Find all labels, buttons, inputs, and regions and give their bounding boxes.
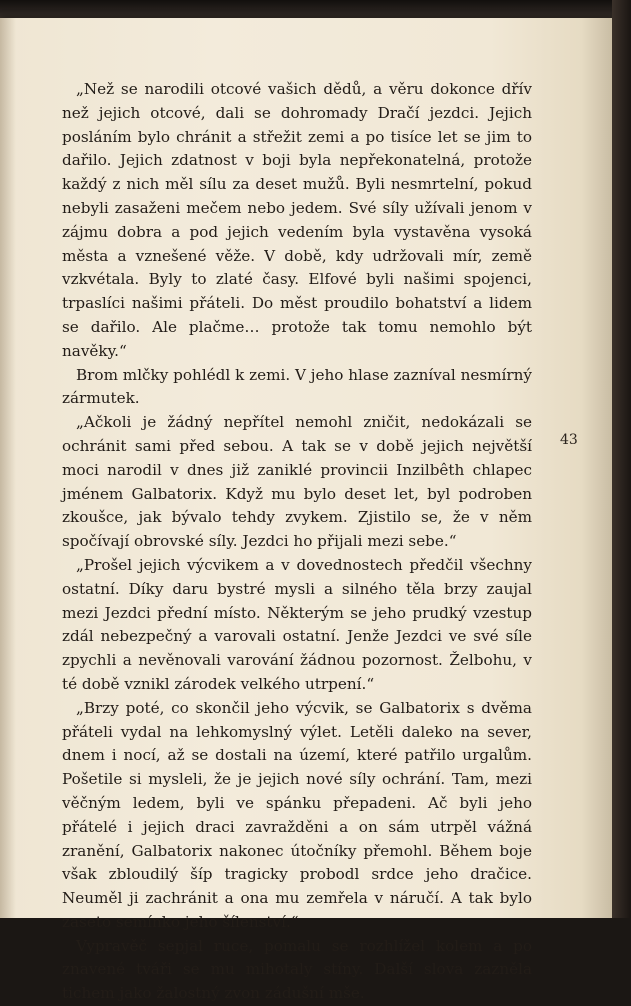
page-number: 43: [560, 432, 578, 448]
right-page-edge: [612, 0, 631, 935]
paragraph: Vypravěč sepjal ruce, pomalu se rozhlížel kolem a po znavené tváři se mu mihotaly stíny. Další slova zazněla tichem jako žalostný zvon zádušní mše.: [62, 936, 532, 1003]
paragraph: „Prošel jejich výcvikem a v dovednostech předčil všechny ostatní. Díky daru bystré mysli a silného těla brzy zaujal mezi Jezdci přední místo. Některým se jeho prudký vzestup zdál nebezpečný a varovali ostatní. Jenže Jezdci ve své síle zpychli a nevěnovali varování žádnou pozornost. Želbohu, v té době vznikl zárodek velkého utrpení.“: [62, 555, 532, 693]
spine-shadow: [0, 18, 16, 918]
paragraph: „Brzy poté, co skončil jeho výcvik, se Galbatorix s dvěma přáteli vydal na lehkomyslný výlet. Letěli daleko na sever, dnem i nocí, až se dostali na území, které patřilo urgalům. Pošetile si mysleli, že je jejich nové síly ochrání. Tam, mezi věčným ledem, byli ve spánku přepadeni. Ač byli jeho přátelé i jejich draci zavražděni a on sám utrpěl vážná zranění, Galbatorix nakonec útočníky přemohl. Během boje však zbloudilý šíp tragicky probodl srdce jeho dračice. Neuměl ji zachránit a ona mu zemřela v náručí. A tak bylo zaseto semínko jeho šílenství.“: [62, 698, 532, 931]
paragraph: Brom mlčky pohlédl k zemi. V jeho hlase zazníval nesmírný zármutek.: [62, 365, 533, 408]
paragraph: „Ačkoli je žádný nepřítel nemohl zničit, nedokázali se ochránit sami před sebou. A tak se v době jejich největší moci narodil v dnes již zaniklé provincii Inzilbêth chlapec jménem Galbatorix. Když mu bylo deset let, byl podroben zkoušce, jak bývalo tehdy zvykem. Zjistilo se, že v něm spočívají obrovské síly. Jezdci ho přijali mezi sebe.“: [62, 413, 532, 551]
paragraph: „Než se narodili otcové vašich dědů, a věru dokonce dřív než jejich otcové, dali se dohromady Dračí jezdci. Jejich posláním bylo chránit a střežit zemi a po tisíce let se jim to dařilo. Jejich zdatnost v boji byla nepřekonatelná, protože každý z nich měl sílu za deset mužů. Byli nesmrtelní, pokud nebyli zasaženi mečem nebo jedem. Své síly užívali jenom v zájmu dobra a pod jejich vedením byla vystavěna vysoká města a vznešené věže. V době, kdy udržovali mír, země vzkvétala. Byly to zlaté časy. Elfové byli našimi spojenci, trpaslíci našimi přáteli. Do měst proudilo bohatství a lidem se dařilo. Ale plačme… protože tak tomu nemohlo být navěky.“: [62, 80, 532, 360]
body-text: [62, 78, 532, 1006]
